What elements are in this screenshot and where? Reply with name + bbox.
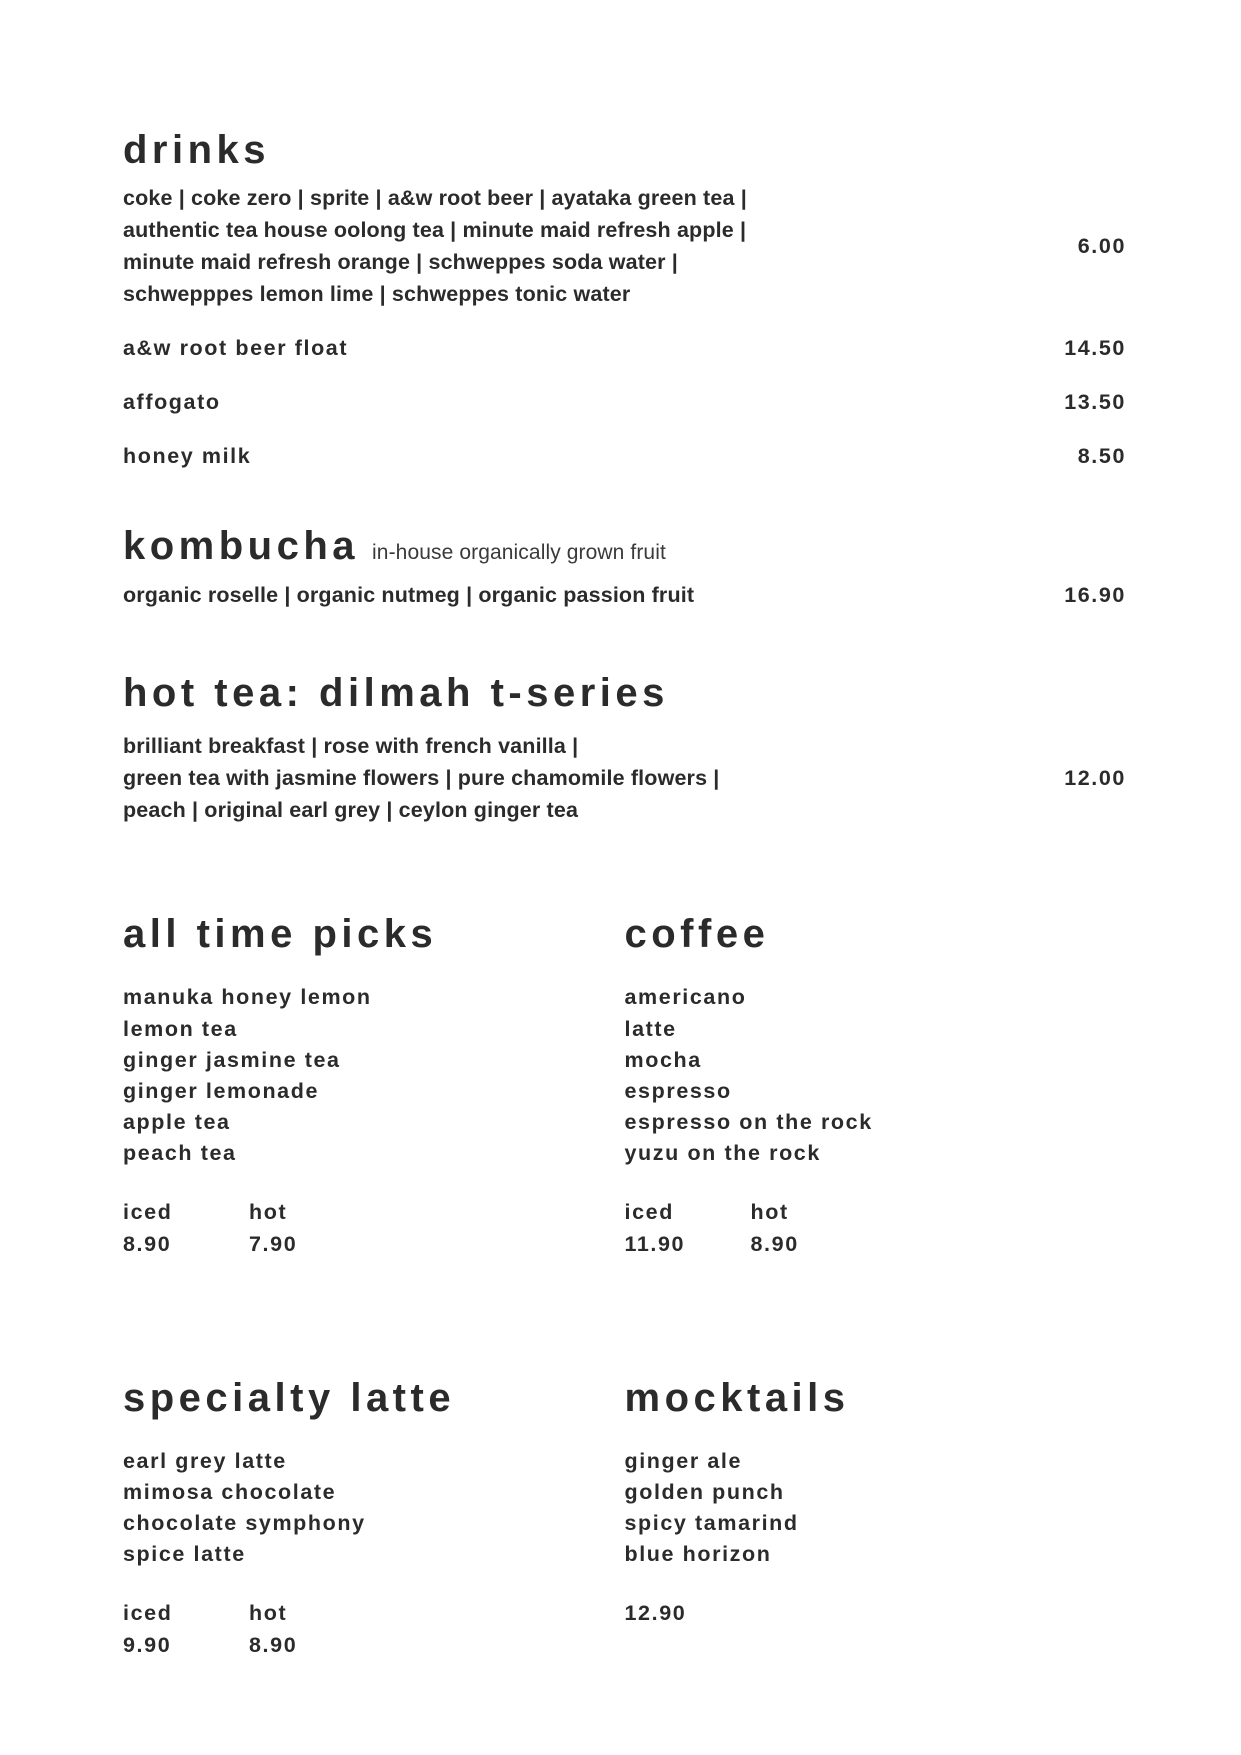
hot-tea-rows <box>123 730 1126 826</box>
item-line: peach | original earl grey | ceylon ginger tea <box>123 798 579 823</box>
section-title-specialty-latte: specialty latte <box>123 1375 456 1420</box>
price-table-specialty-latte <box>123 1598 625 1660</box>
item-line: authentic tea house oolong tea | minute maid refresh apple | <box>123 218 747 243</box>
item-line: schwepppes lemon lime | schweppes tonic water <box>123 282 631 307</box>
menu-item-names <box>123 182 747 310</box>
price-iced: 9.90 <box>123 1632 172 1657</box>
menu-item-price: 8.50 <box>1077 443 1126 468</box>
list-item: espresso <box>624 1078 732 1103</box>
item-line: affogato <box>123 390 221 415</box>
list-item: apple tea <box>123 1110 231 1135</box>
section-specialty-latte <box>123 1375 625 1661</box>
price-iced: 8.90 <box>123 1231 172 1256</box>
list-item: spice latte <box>123 1542 246 1567</box>
price-value-row <box>625 1598 1127 1629</box>
section-title-drinks: drinks <box>123 128 271 172</box>
list-item: mimosa chocolate <box>123 1479 337 1504</box>
price-value-row <box>123 1229 625 1260</box>
list-item: espresso on the rock <box>624 1110 873 1135</box>
list-item: ginger lemonade <box>123 1078 320 1103</box>
menu-item-price: 16.90 <box>1064 582 1126 607</box>
list-item: yuzu on the rock <box>624 1141 821 1166</box>
menu-row <box>123 386 1126 418</box>
price-header-hot: hot <box>249 1601 288 1626</box>
price-value-row <box>625 1229 1127 1260</box>
section-all-time-picks <box>123 914 625 1259</box>
columns-latte-mocktails <box>123 1375 1126 1661</box>
price-table-coffee <box>625 1197 1127 1259</box>
specialty-latte-items <box>123 1446 625 1571</box>
columns-picks-coffee <box>123 914 1126 1259</box>
mocktails-items <box>625 1446 1127 1571</box>
coffee-items <box>625 982 1127 1169</box>
price-hot: 8.90 <box>249 1632 298 1657</box>
item-line: honey milk <box>123 444 252 469</box>
price-hot: 8.90 <box>750 1231 799 1256</box>
price-mocktails: 12.90 <box>624 1601 687 1626</box>
menu-row <box>123 182 1126 310</box>
section-kombucha <box>123 526 1126 611</box>
menu-row <box>123 579 1126 611</box>
all-time-picks-items <box>123 982 625 1169</box>
price-table-all-time-picks <box>123 1197 625 1259</box>
item-line: a&w root beer float <box>123 336 349 361</box>
list-item: ginger ale <box>624 1448 743 1473</box>
price-value-row <box>123 1630 625 1661</box>
list-item: mocha <box>624 1047 702 1072</box>
section-mocktails <box>624 1375 1127 1661</box>
price-header-iced: iced <box>123 1601 173 1626</box>
item-line: organic roselle | organic nutmeg | organic passion fruit <box>123 583 695 608</box>
section-title-kombucha: kombucha <box>123 524 360 569</box>
list-item: peach tea <box>123 1141 237 1166</box>
kombucha-rows <box>123 579 1126 611</box>
price-header-row <box>123 1598 625 1629</box>
menu-item-price: 14.50 <box>1064 335 1126 360</box>
drinks-rows <box>123 182 1126 472</box>
price-header-row <box>123 1197 625 1228</box>
price-header-row <box>625 1197 1127 1228</box>
price-header-hot: hot <box>750 1200 789 1225</box>
section-drinks <box>123 130 1126 472</box>
menu-item-names <box>123 332 348 364</box>
price-table-mocktails <box>625 1598 1127 1629</box>
price-header-iced: iced <box>123 1200 173 1225</box>
menu-item-price: 12.00 <box>1064 765 1126 790</box>
item-line: coke | coke zero | sprite | a&w root beer | ayataka green tea | <box>123 186 747 210</box>
section-coffee <box>625 914 1127 1259</box>
menu-item-names <box>123 579 694 611</box>
item-line: brilliant breakfast | rose with french vanilla | <box>123 734 579 759</box>
price-header-iced: iced <box>624 1200 674 1225</box>
list-item: ginger jasmine tea <box>123 1047 341 1072</box>
list-item: latte <box>624 1016 677 1041</box>
menu-row <box>123 440 1126 472</box>
list-item: lemon tea <box>123 1016 238 1041</box>
menu-row <box>123 730 1126 826</box>
list-item: chocolate symphony <box>123 1511 366 1536</box>
item-line: minute maid refresh orange | schweppes soda water | <box>123 250 678 275</box>
section-title-mocktails: mocktails <box>624 1375 850 1420</box>
price-header-hot: hot <box>249 1200 288 1225</box>
section-header-kombucha <box>123 524 1126 569</box>
list-item: americano <box>624 985 747 1010</box>
section-subtitle-kombucha: in-house organically grown fruit <box>372 541 666 565</box>
list-item: blue horizon <box>624 1542 772 1567</box>
list-item: golden punch <box>624 1479 785 1504</box>
menu-item-price: 6.00 <box>1077 233 1126 258</box>
section-title-all-time-picks: all time picks <box>123 912 438 957</box>
list-item: manuka honey lemon <box>123 985 372 1010</box>
section-hot-tea <box>123 673 1126 826</box>
menu-item-price: 13.50 <box>1064 389 1126 414</box>
section-title-coffee: coffee <box>624 912 770 957</box>
section-title-hot-tea: hot tea: dilmah t-series <box>123 671 669 716</box>
menu-item-names <box>123 386 221 418</box>
menu-item-names <box>123 440 251 472</box>
list-item: earl grey latte <box>123 1448 287 1473</box>
price-hot: 7.90 <box>249 1231 298 1256</box>
menu-item-names <box>123 730 719 826</box>
price-iced: 11.90 <box>624 1231 686 1256</box>
item-line: green tea with jasmine flowers | pure chamomile flowers | <box>123 766 720 791</box>
list-item: spicy tamarind <box>624 1511 799 1536</box>
menu-row <box>123 332 1126 364</box>
